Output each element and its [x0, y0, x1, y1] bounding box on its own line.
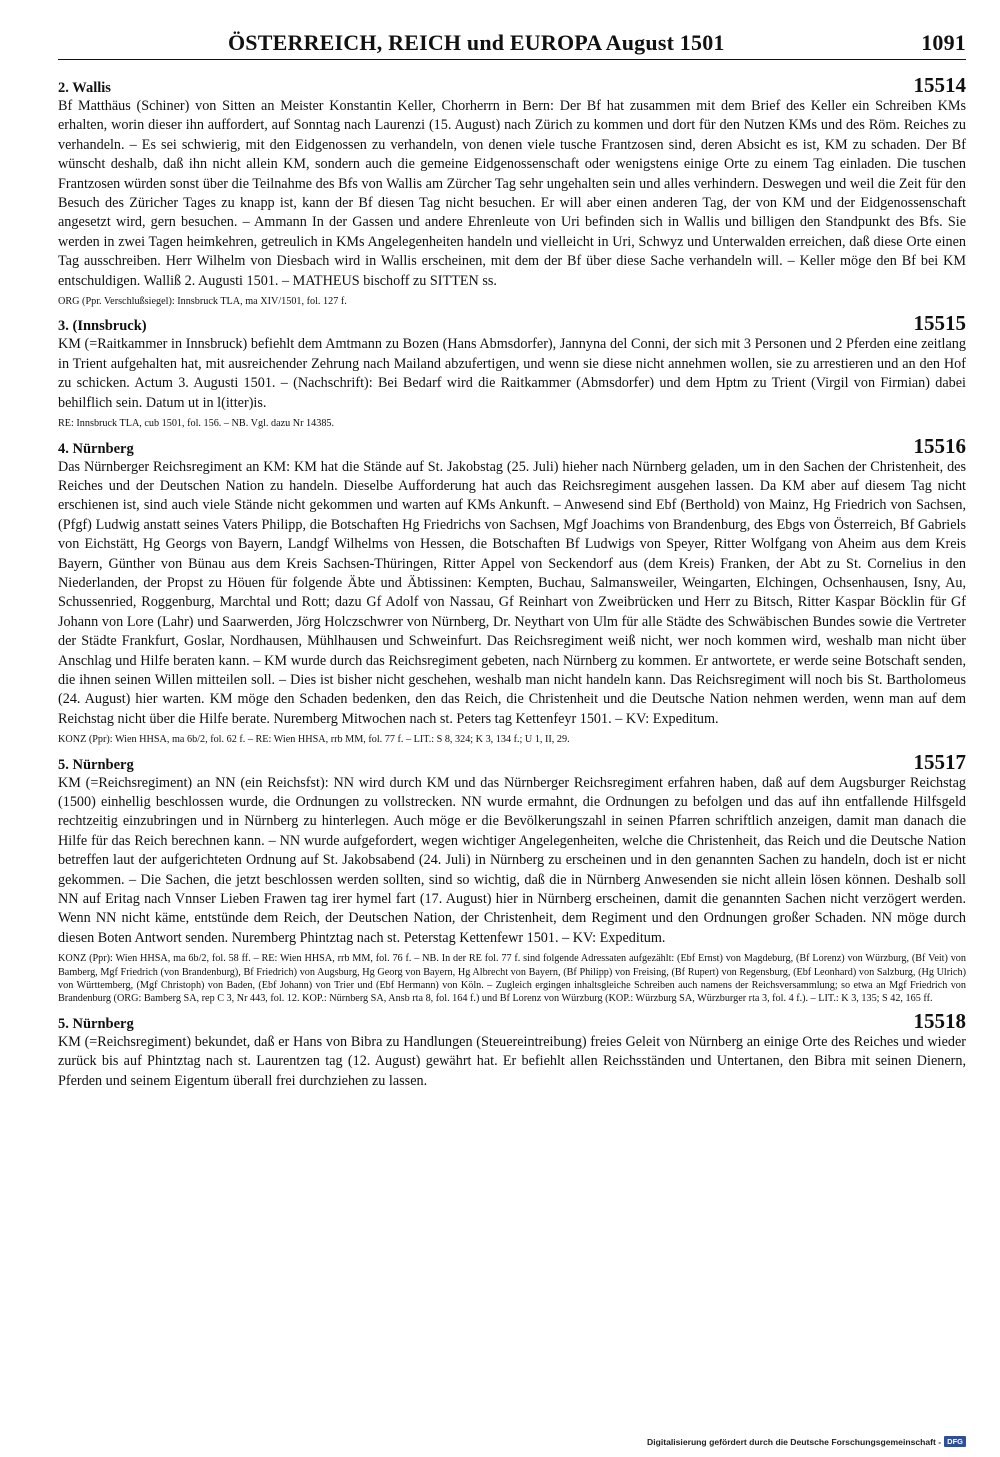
- entry-place: 2. Wallis: [58, 80, 111, 96]
- entry-15515: [58, 311, 966, 430]
- entry-place: 5. Nürnberg: [58, 1015, 134, 1032]
- entry-body: KM (=Reichsregiment) bekundet, daß er Hans von Bibra zu Handlungen (Steuereintreibung) freies Geleit von Nürnberg an einige Orte des Reiches und wieder zurück bis auf Phintztag nach st. Laurentzen tag (12. August) gewährt hat. Er befiehlt allen Reichsständen und Untertanen, den Bibra mit seinen Dienern, Pferden und seinem Eigentum überall frei durchziehen zu lassen.: [58, 1033, 966, 1089]
- entry-heading: [58, 749, 966, 774]
- entry-number: 15516: [913, 433, 966, 458]
- entry-number: 15517: [913, 749, 966, 774]
- entry-source: KONZ (Ppr): Wien HHSA, ma 6b/2, fol. 58 ff. – RE: Wien HHSA, rrb MM, fol. 76 f. – NB. In der RE fol. 77 f. sind folgende Adressaten aufgezählt: (Ebf Ernst) von Magdeburg, (Bf Lorenz) von Würzburg, (Bf Veit) von Bamberg, Mgf Friedrich (von Brandenburg), Bf Friedrich) von Augsburg, Hg Georg von Bayern, Hg Albrecht von Bayern, (Bf Philipp) von Freising, (Bf Rupert) von Regensburg, (Ebf Leonhard) von Salzburg, (Hg Ulrich) von Württemberg, (Mgf Christoph) von Baden, (Ebf Johann) von Trier und (Ebf Hermann) von Köln. – Zugleich ergingen inhaltsgleiche Schreiben auch namens der Reichsversammlung; so etwa an Mgf Friedrich von Brandenburg (ORG: Bamberg SA, rep C 3, Nr 443, fol. 12. KOP.: Nürnberg SA, Ansb rta 8, fol. 164 f.) und Bf Lorenz von Würzburg (KOP.: Würzburg SA, Würzburger rta 3, fol. 4 f.). – LIT.: K 3, 135; S 42, 165 ff.: [58, 953, 966, 1005]
- entry-heading: [58, 433, 966, 458]
- entry-heading: [58, 311, 966, 336]
- running-header: [58, 30, 966, 60]
- entry-place: 4. Nürnberg: [58, 440, 134, 457]
- page: [58, 30, 966, 1095]
- entry-number: 15515: [913, 311, 966, 336]
- entry-body: Bf Matthäus (Schiner) von Sitten an Meister Konstantin Keller, Chorherrn in Bern: Der Bf hat zusammen mit dem Brief des Keller ein Schreiben KMs erhalten, worin dieser ihn auffordert, auf Sonntag nach Laurenzi (15. August) nach Zürich zu kommen und dort für den Nutzen KMs und des Röm. Reiches zu verhandeln. – Es sei schwierig, mit den Eidgenossen zu verhandeln, von denen viele tusche Frantzosen sind, deren Absicht es ist, KM zu schaden. Der Bf wünscht deshalb, daß ihn nicht allein KM, sondern auch die gemeine Eidgenossenschaft oder wenigstens einige Orte zu einem Tag einladen. Die tuschen Frantzosen würden sonst über die Teilnahme des Bfs von Wallis am Zürcher Tag sehr ungehalten sein und alles verhindern. Deswegen und weil die Zeit für den Besuch des Züricher Tages zu knapp ist, kann der Bf diesen Tag nicht besuchen. Er will aber einen anderen Tag, der von KM und der Eidgenossenschaft angesetzt wird, gern besuchen. – Ammann In der Gassen und andere Ehrenleute von Uri befinden sich in Wallis und billigen den Standpunkt des Bfs. Sie werden in zwei Tagen heimkehren, getreulich in KMs Angelegenheiten handeln und vielleicht in Uri, Schwyz und Unterwalden erreichen, daß diese Orte einen Tag ausschreiben. Herr Wilhelm von Diesbach wird in Wallis erscheinen, mit dem der Bf über diese Sache verhandeln will. – Keller möge den Bf bei KM entschuldigen. Walliß 2. Augusti 1501. – MATHEUS bischoff zu SITTEN ss.: [58, 98, 966, 289]
- entry-body: KM (=Reichsregiment) an NN (ein Reichsfst): NN wird durch KM und das Nürnberger Reichsregiment erfahren haben, daß auf dem Augsburger Reichstag (1500) einhellig beschlossen wurde, die Ordnungen zu vollstrecken. NN wurde ermahnt, die Ordnungen zu befolgen und das auf ihn entfallende Hilfsgeld rechtzeitig einzubringen und in Nürnberg zu hinterlegen. Auch möge er die Bevölkerungszahl in seinen Pfarren schriftlich anzeigen, damit man danach die Hilfe für das Reich berechnen kann. – NN wurde aufgefordert, wegen wichtiger Angelegenheiten, welche die Christenheit, das Reich und die Deutsche Nation betreffen laut der aufgerichteten Ordnung auf St. Jakobsabend (24. Juli) in Nürnberg zu erscheinen und in den genannten Sachen zu handeln, doch ist er nicht gekommen. – Die Sachen, die jetzt beschlossen werden sollten, sind so wichtig, daß die in Nürnberg Anwesenden sie nicht allein lösen können. Deshalb soll NN auf Eritag nach Vnnser Lieben Frawen tag irer hymel fart (17. August) hier in Nürnberg erscheinen, damit die genannten Sachen nicht verzögert werden. Wenn NN nicht käme, entstünde dem Reich, der Deutschen Nation, der Christenheit, dem Regiment und den Ordnungen großer Schaden. NN möge durch diesen Boten Antwort senden. Nuremberg Phintztag nach st. Peterstag Kettenfewr 1501. – KV: Expeditum.: [58, 774, 966, 946]
- entry-body: KM (=Raitkammer in Innsbruck) befiehlt dem Amtmann zu Bozen (Hans Abmsdorfer), Jannyna del Conni, der sich mit 3 Personen und 2 Pferden eine zeitlang in Trient aufgehalten hat, mit ausreichender Zehrung nach Mailand abzufertigen, und wenn sie diese nicht annehmen wollen, sie zu arrestieren und an den Hof zu schicken. Actum 3. Augusti 1501. – (Nachschrift): Bei Bedarf wird die Raitkammer (Abmsdorfer) und dem Hptm zu Trient (Virgil von Firmian) dabei behilflich sein. Datum ut in l(itter)is.: [58, 336, 966, 411]
- entry-15514: [58, 73, 966, 308]
- entry-source: ORG (Ppr. Verschlußsiegel): Innsbruck TLA, ma XIV/1501, fol. 127 f.: [58, 296, 347, 308]
- entry-15516: [58, 433, 966, 747]
- entry-number: 15514: [913, 73, 966, 97]
- funding-footer: [647, 1436, 966, 1447]
- entry-source: RE: Innsbruck TLA, cub 1501, fol. 156. – NB. Vgl. dazu Nr 14385.: [58, 418, 335, 430]
- entry-place: 5. Nürnberg: [58, 756, 134, 773]
- entry-source: KONZ (Ppr): Wien HHSA, ma 6b/2, fol. 62 f. – RE: Wien HHSA, rrb MM, fol. 77 f. – LIT.: S 8, 324; K 3, 134 f.; U 1, II, 29.: [58, 734, 570, 746]
- entry-number: 15518: [913, 1008, 966, 1033]
- entry-body: Das Nürnberger Reichsregiment an KM: KM hat die Stände auf St. Jakobstag (25. Juli) hieher nach Nürnberg geladen, um in den Sachen der Christenheit, des Reiches und der Deutschen Nation zu handeln. Dieselbe Aufforderung hat auch das Reichsregiment ausgehen lassen. Da KM aber auf diesem Tag nicht erschienen ist, sind auch viele Stände nicht gekommen und warten auf KMs Ankunft. – Anwesend sind Ebf (Berthold) von Mainz, Hg Friedrich von Sachsen, (Pfgf) Ludwig anstatt seines Vaters Philipp, die Botschaften Hg Friedrichs von Sachsen, Mgf Joachims von Brandenburg, des Ebgs von Österreich, Bf Gabriels von Eichstätt, Hg Georgs von Bayern, Landgf Wilhelms von Hessen, die Botschaften Bf Ludwigs von Speyer, Ritter Wolfgang von Aheim aus dem Kreis Bayern, Günther von Bünau aus dem Kreis Sachsen-Thüringen, Ritter Appel von Seckendorf aus (dem Kreis) Franken, der Abt zu St. Cornelius in den Niederlanden, der Propst zu Höuen für folgende Äbte und Äbtissinen: Kempten, Buchau, Salmansweiler, Weingarten, Elchingen, Ochsenhausen, Isny, Au, Schussenried, Roggenburg, Marchtal und Rott; dazu Gf Adolf von Nassau, Gf Reinhart von Zweibrücken und Herr zu Bitsch, Ritter Kaspar Böcklin für Gf Johann von Lore (Lahr) und Saarwerden, Jörg Holczschwrer von Nürnberg, Dr. Neythart von Ulm für alle Städte des Schwäbischen Bundes sowie die Vertreter der Städte Frankfurt, Goslar, Nordhausen, Mühlhausen und Schweinfurt. Das Reichsregiment weiß nicht, wer noch kommen wird, weshalb man nicht über Anschlag und Hilfe beraten kann. – KM wurde durch das Reichsregiment gebeten, nach Nürnberg zu kommen. Er antwortete, er werde seine Botschaft senden, die ihnen seinen Willen mitteilen soll. – Dies ist bisher nicht geschehen, weshalb man nicht handeln kann. Das Reichsregiment will noch bis St. Bartholomeus (24. August) hier warten. KM möge den Schaden bedenken, den das Reich, die Christenheit und die Deutsche Nation nehmen werden, wenn man auf dem Reichstag nicht über die Hilfe berate. Nuremberg Mitwochen nach st. Peters tag Kettenfeyr 1501. – KV: Expeditum.: [58, 458, 966, 727]
- footer-text: Digitalisierung gefördert durch die Deutsche Forschungsgemeinschaft -: [647, 1436, 942, 1447]
- entry-place: 3. (Innsbruck): [58, 318, 147, 335]
- entry-15518: [58, 1008, 966, 1091]
- page-number: 1091: [921, 30, 966, 55]
- entry-heading: [58, 1008, 966, 1033]
- header-title: ÖSTERREICH, REICH und EUROPA August 1501: [228, 30, 725, 55]
- entry-15517: [58, 749, 966, 1006]
- dfg-logo: DFG: [944, 1436, 966, 1447]
- entry-heading: [58, 73, 966, 97]
